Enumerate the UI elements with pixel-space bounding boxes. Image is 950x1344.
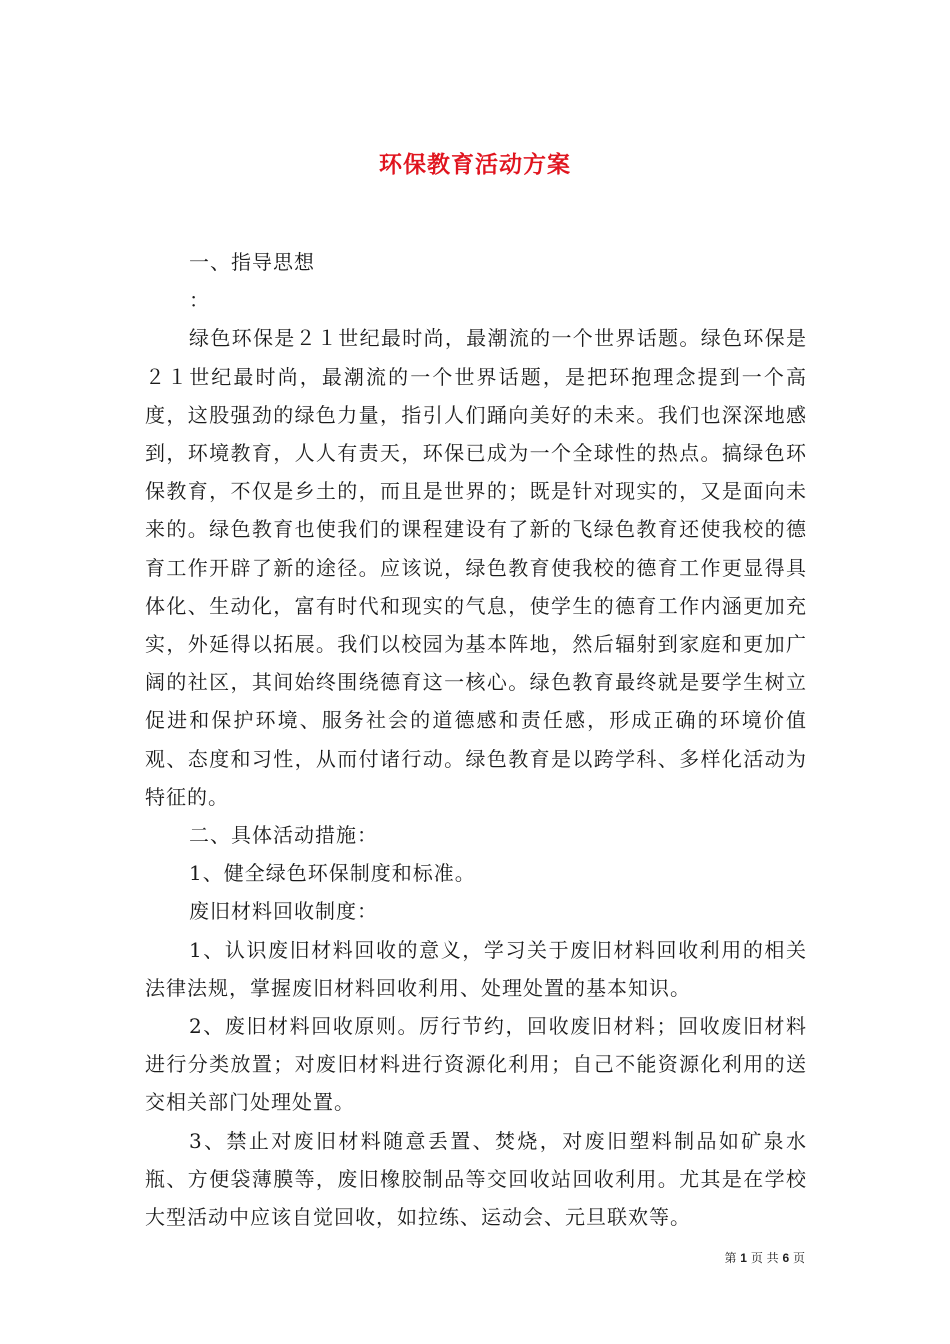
list-item-2: 2、废旧材料回收原则。厉行节约，回收废旧材料；回收废旧材料进行分类放置；对废旧材料进行资源化利用；自己不能资源化利用的送交相关部门处理处置。 <box>145 1014 807 1115</box>
page-footer <box>724 1250 805 1266</box>
subheading-recycling-system: 废旧材料回收制度： <box>189 899 378 924</box>
section-heading-guiding-ideology: 一、指导思想 <box>189 250 315 274</box>
total-pages-number: 6 <box>782 1251 790 1265</box>
list-item-1: 1、认识废旧材料回收的意义，学习关于废旧材料回收利用的相关法律法规，掌握废旧材料回收利用、处理处置的基本知识。 <box>145 937 807 1000</box>
footer-prefix: 第 <box>724 1251 737 1265</box>
list-item-3: 3、禁止对废旧材料随意丢置、焚烧，对废旧塑料制品如矿泉水瓶、方便袋薄膜等，废旧橡胶制品等交回收站回收利用。尤其是在学校大型活动中应该自觉回收，如拉练、运动会、元旦联欢等。 <box>145 1128 807 1230</box>
colon-line: ： <box>189 288 210 313</box>
document-body <box>145 243 807 1236</box>
document-title: 环保教育活动方案 <box>379 151 571 179</box>
paragraph-green-education: 绿色环保是２１世纪最时尚，最潮流的一个世界话题。绿色环保是２１世纪最时尚，最潮流的一个世界话题，是把环抱理念提到一个高度，这股强劲的绿色力量，指引人们踊向美好的未来。我们也深深地感到，环境教育，人人有责天，环保已成为一个全球性的热点。搞绿色环保教育，不仅是乡土的，而且是世界的；既是针对现实的，又是面向未来的。绿色教育也使我们的课程建设有了新的飞绿色教育还使我校的德育工作开辟了新的途径。应该说，绿色教育使我校的德育工作更显得具体化、生动化，富有时代和现实的气息，使学生的德育工作内涵更加充实，外延得以拓展。我们以校园为基本阵地，然后辐射到家庭和更加广阔的社区，其间始终围绕德育这一核心。绿色教育最终就是要学生树立促进和保护环境、服务社会的道德感和责任感，形成正确的环境价值观、态度和习性，从而付诸行动。绿色教育是以跨学科、多样化活动为特征的。 <box>145 326 807 809</box>
footer-middle: 页 共 <box>750 1251 779 1265</box>
footer-suffix: 页 <box>792 1251 805 1265</box>
current-page-number: 1 <box>740 1251 747 1265</box>
item-heading-system: 1、健全绿色环保制度和标准。 <box>189 861 476 886</box>
section-heading-activities: 二、具体活动措施： <box>189 823 378 848</box>
